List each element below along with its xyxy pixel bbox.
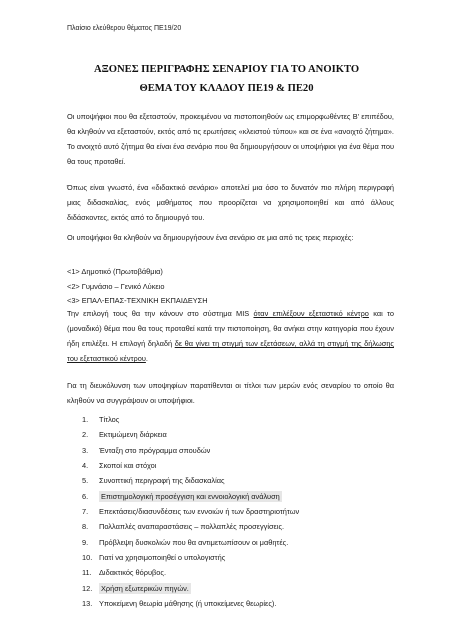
education-level-item: <3> ΕΠΑΛ-ΕΠΑΣ-ΤΕΧΝΙΚΗ ΕΚΠΑΙΔΕΥΣΗ — [67, 296, 208, 306]
scenario-parts-list — [82, 412, 299, 611]
list-item: 8. Πολλαπλές αναπαραστάσεις – πολλαπλές προσεγγίσεις. — [82, 522, 285, 532]
selection-text: . — [145, 354, 148, 364]
list-item: 2. Εκτιμώμενη διάρκεια — [82, 430, 167, 440]
list-item: 11. Διδακτικός θόρυβος. — [82, 568, 166, 578]
education-level-item: <2> Γυμνάσιο – Γενικό Λύκειο — [67, 281, 165, 291]
list-item-highlighted: 6. Επιστημολογική προσέγγιση και εννοιολογική ανάλυση — [82, 491, 280, 501]
document-title-line-1: ΑΞΟΝΕΣ ΠΕΡΙΓΡΑΦΗΣ ΣΕΝΑΡΙΟΥ ΓΙΑ ΤΟ ΑΝΟΙΚΤΟ — [93, 64, 360, 75]
selection-text: Την επιλογή τους θα την κάνουν στο σύστημα MIS — [67, 309, 254, 318]
list-item: 3. Ένταξη στο πρόγραμμα σπουδών — [82, 445, 211, 455]
underlined-phrase: δε θα γίνει τη στιγμή των εξετάσεων, αλλά τη στιγμή της δήλωσης του εξεταστικού κέντρου — [67, 339, 394, 364]
list-item: 4. Σκοποί και στόχοι — [82, 461, 157, 471]
list-item: 1. Τίτλος — [82, 415, 120, 424]
scenario-definition-paragraph: Όπως είναι γνωστό, ένα «διδακτικό σενάριο» αποτελεί μια όσο το δυνατόν πιο πλήρη περιγραφή μιας διδασκαλίας, ενός μαθήματος που προορίζεται να χρησιμοποιηθεί και από άλλους διδάσκοντες, εκτός από το δημιουργό του. — [67, 183, 394, 223]
list-item: 13. Υποκείμενη θεωρία μάθησης (ή υποκείμενες θεωρίες). — [82, 599, 277, 609]
header-note: Πλαίσιο ελεύθερου θέματος ΠΕ19/20 — [67, 25, 182, 32]
titles-intro-paragraph: Για τη διευκόλυνση των υποψηφίων παρατίθενται οι τίτλοι των μερών ενός σεναρίου το οποίο θα κληθούν να συγγράψουν οι υποψήφιοι. — [67, 381, 394, 406]
areas-paragraph: Οι υποψήφιοι θα κληθούν να δημιουργήσουν ένα σενάριο σε μια από τις τρεις περιοχές: — [67, 233, 354, 242]
document-title-line-2: ΘΕΜΑ ΤΟΥ ΚΛΑΔΟΥ ΠΕ19 & ΠΕ20 — [139, 83, 314, 94]
education-level-item: <1> Δημοτικό (Πρωτοβάθμια) — [67, 267, 163, 276]
education-levels-list — [67, 265, 208, 309]
list-item: 9. Πρόβλεψη δυσκολιών που θα αντιμετωπίσουν οι μαθητές. — [82, 537, 289, 547]
list-item: 5. Συνοπτική περιγραφή της διδασκαλίας — [82, 476, 225, 486]
selection-paragraph — [67, 306, 394, 366]
intro-paragraph: Οι υποψήφιοι που θα εξεταστούν, προκειμένου να πιστοποιηθούν ως επιμορφωθέντες Β' επιπέδου, θα κληθούν να εξεταστούν, εκτός από τις ερωτήσεις «κλειστού τύπου» και σε ένα «ανοιχτό ζήτημα». Το ανοιχτό αυτό ζήτημα θα είναι ένα σενάριο που θα δημιουργήσουν οι υποψήφιοι για ένα θέμα που θα τους προταθεί. — [67, 112, 394, 167]
list-item-highlighted: 12. Χρήση εξωτερικών πηγών. — [82, 583, 189, 593]
list-item: 10. Γιατί να χρησιμοποιηθεί ο υπολογιστής — [82, 553, 226, 563]
selection-text: και το (μοναδικό) θέμα που θα τους προταθεί κατά την πιστοποίηση, θα ανήκει στην κατηγορία που έχουν ήδη επιλέξει. Η επιλογή δηλαδή — [67, 309, 394, 349]
underlined-phrase: όταν επιλέξουν εξεταστικό κέντρο — [253, 309, 369, 318]
list-item: 7. Επεκτάσεις/διασυνδέσεις των εννοιών ή των δραστηριοτήτων — [82, 507, 300, 517]
